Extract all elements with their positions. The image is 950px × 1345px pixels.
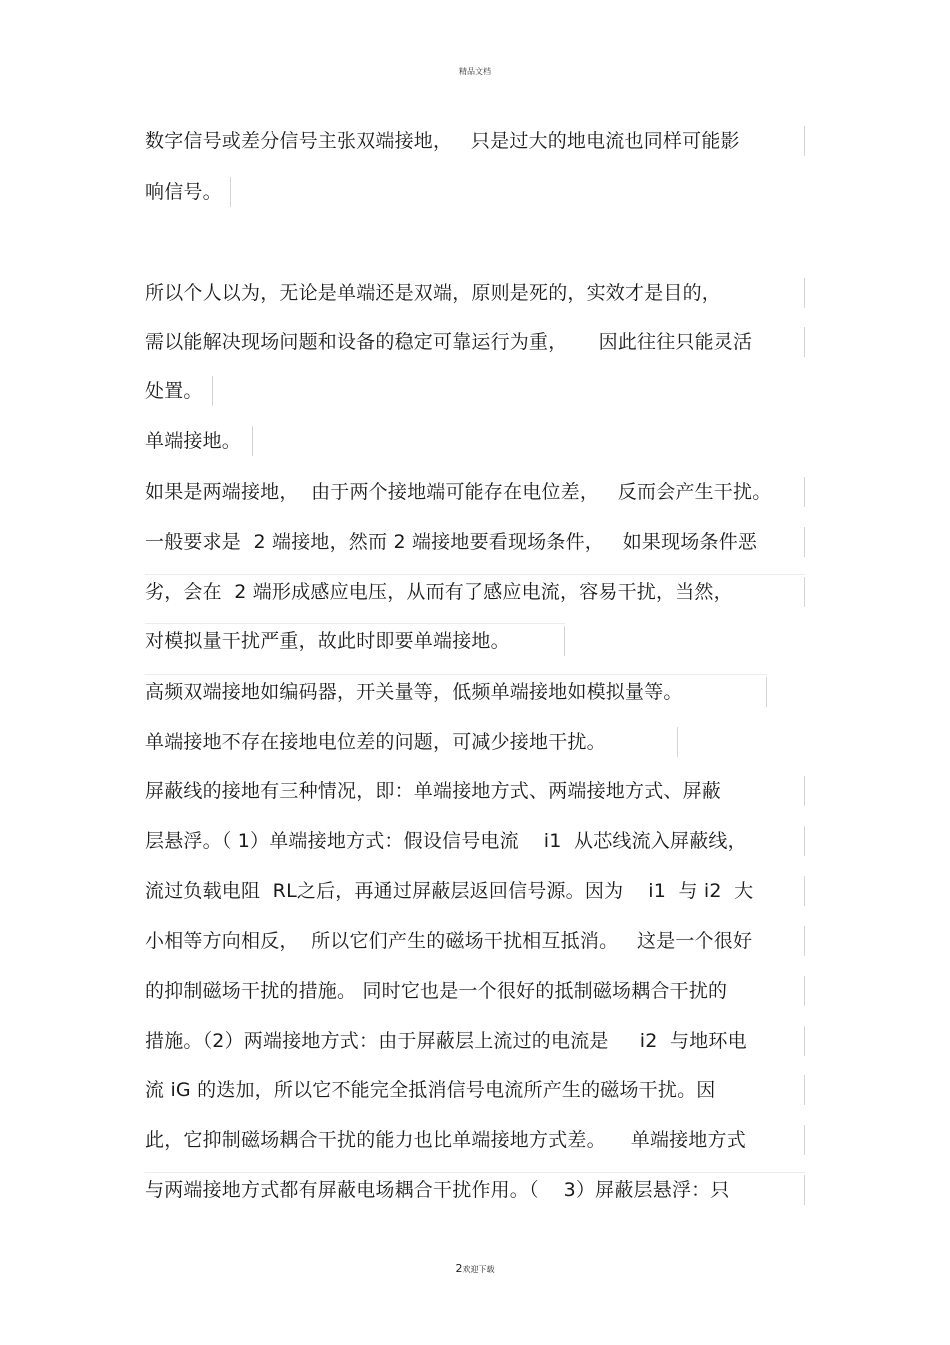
page-number: 2 bbox=[455, 1262, 463, 1275]
text-line: 响信号。 bbox=[145, 177, 231, 207]
text-line: 需以能解决现场问题和设备的稳定可靠运行为重， 因此往往只能灵活 bbox=[145, 327, 805, 357]
text-line: 层悬浮。（ 1）单端接地方式：假设信号电流 i1 从芯线流入屏蔽线， bbox=[145, 826, 805, 856]
text-line: 与两端接地方式都有屏蔽电场耦合干扰作用。（ 3）屏蔽层悬浮：只 bbox=[145, 1175, 805, 1205]
text-line: 数字信号或差分信号主张双端接地， 只是过大的地电流也同样可能影 bbox=[145, 126, 805, 156]
text-line: 流过负载电阻 RL之后，再通过屏蔽层返回信号源。因为 i1 与 i2 大 bbox=[145, 876, 805, 906]
text-line: 单端接地不存在接地电位差的问题，可减少接地干扰。 bbox=[145, 727, 678, 757]
footer-text: 欢迎下载 bbox=[462, 1265, 495, 1274]
text-line: 单端接地。 bbox=[145, 426, 253, 456]
text-line: 一般要求是 2 端接地，然而 2 端接地要看现场条件， 如果现场条件恶 bbox=[145, 527, 805, 557]
page-footer bbox=[0, 1262, 950, 1275]
text-line: 的抑制磁场干扰的措施。 同时它也是一个很好的抵制磁场耦合干扰的 bbox=[145, 976, 805, 1006]
text-line: 如果是两端接地， 由于两个接地端可能存在电位差， 反而会产生干扰。 bbox=[145, 477, 805, 507]
text-line: 此，它抑制磁场耦合干扰的能力也比单端接地方式差。 单端接地方式 bbox=[145, 1125, 805, 1155]
text-line: 劣，会在 2 端形成感应电压，从而有了感应电流，容易干扰，当然， bbox=[145, 577, 805, 607]
page-header: 精品文档 bbox=[459, 67, 491, 76]
text-line: 处置。 bbox=[145, 376, 213, 406]
text-line: 高频双端接地如编码器，开关量等，低频单端接地如模拟量等。 bbox=[145, 677, 767, 707]
text-line: 流 iG 的迭加，所以它不能完全抵消信号电流所产生的磁场干扰。因 bbox=[145, 1075, 805, 1105]
text-line: 小相等方向相反， 所以它们产生的磁场干扰相互抵消。 这是一个很好 bbox=[145, 926, 805, 956]
text-line: 措施。（2）两端接地方式：由于屏蔽层上流过的电流是 i2 与地环电 bbox=[145, 1026, 805, 1056]
text-line: 所以个人以为，无论是单端还是双端，原则是死的，实效才是目的， bbox=[145, 278, 805, 308]
text-line: 屏蔽线的接地有三种情况，即：单端接地方式、两端接地方式、屏蔽 bbox=[145, 776, 805, 806]
text-line: 对模拟量干扰严重，故此时即要单端接地。 bbox=[145, 626, 565, 656]
